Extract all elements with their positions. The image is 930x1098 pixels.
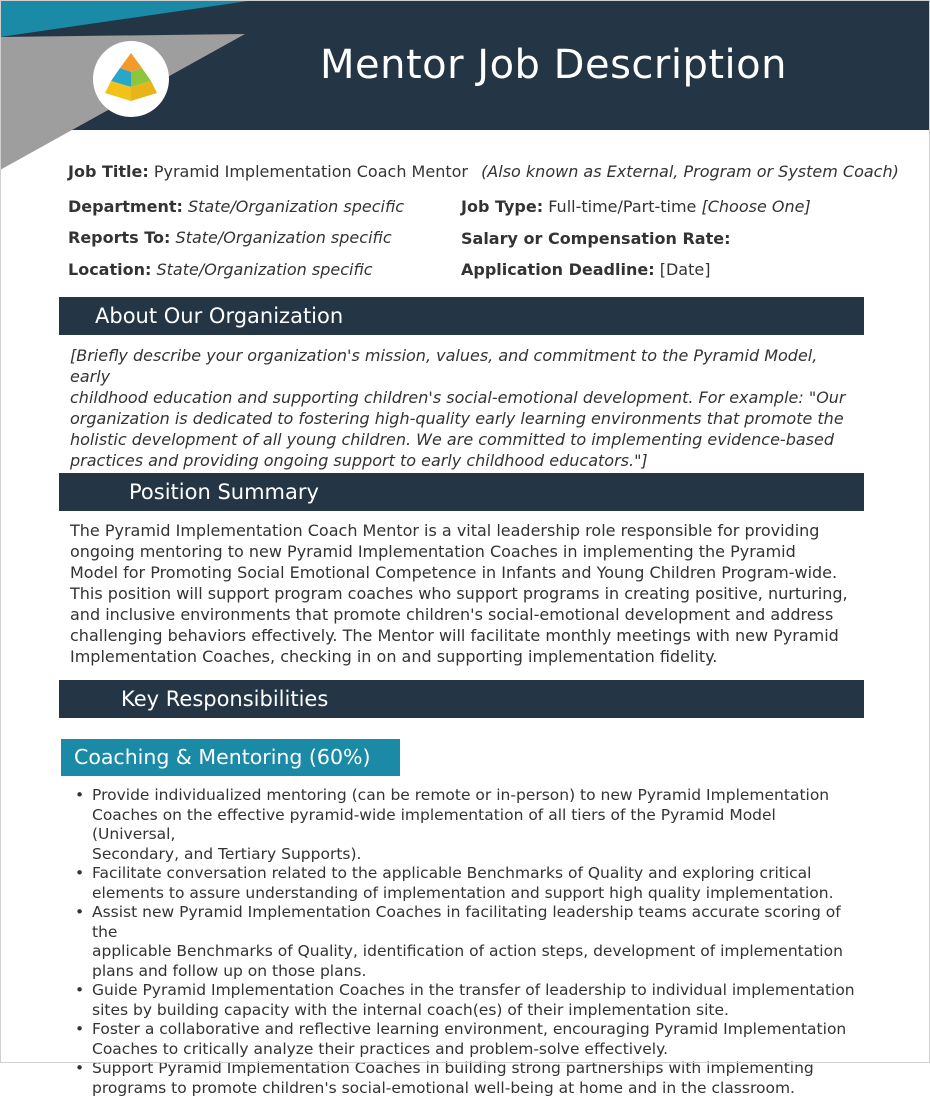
bullet-icon: • bbox=[75, 786, 84, 806]
about-heading: About Our Organization bbox=[59, 297, 864, 335]
summary-line: Implementation Coaches, checking in on and supporting implementation fidelity. bbox=[70, 646, 860, 667]
document-header bbox=[0, 0, 930, 130]
list-item-line: Foster a collaborative and reflective learning environment, encouraging Pyramid Implementation bbox=[92, 1020, 862, 1040]
responsibilities-heading: Key Responsibilities bbox=[59, 680, 864, 718]
reports-to-label: Reports To: bbox=[68, 228, 170, 247]
list-item bbox=[72, 786, 862, 864]
summary-paragraph bbox=[70, 520, 860, 667]
coaching-subheading: Coaching & Mentoring (60%) bbox=[61, 739, 400, 776]
department-label: Department: bbox=[68, 197, 183, 216]
list-item-line: sites by building capacity with the internal coach(es) of their implementation site. bbox=[92, 1001, 862, 1021]
location-field bbox=[68, 260, 373, 279]
list-item-line: Secondary, and Tertiary Supports). bbox=[92, 845, 862, 865]
summary-line: Model for Promoting Social Emotional Competence in Infants and Young Children Program-wide. bbox=[70, 562, 860, 583]
bullet-icon: • bbox=[75, 1059, 84, 1079]
list-item-line: Guide Pyramid Implementation Coaches in the transfer of leadership to individual implementation bbox=[92, 981, 862, 1001]
job-title-field bbox=[68, 162, 899, 181]
job-type-note: [Choose One] bbox=[702, 197, 811, 216]
summary-line: This position will support program coaches who support programs in creating positive, nurturing, bbox=[70, 583, 860, 604]
salary-label: Salary or Compensation Rate: bbox=[461, 229, 730, 248]
list-item bbox=[72, 903, 862, 981]
deadline-label: Application Deadline: bbox=[461, 260, 655, 279]
job-type-field bbox=[461, 197, 811, 216]
summary-line: The Pyramid Implementation Coach Mentor is a vital leadership role responsible for providing bbox=[70, 520, 860, 541]
department-field bbox=[68, 197, 404, 216]
list-item-line: Provide individualized mentoring (can be remote or in-person) to new Pyramid Implementation bbox=[92, 786, 862, 806]
pyramid-logo-icon bbox=[105, 51, 157, 107]
summary-line: ongoing mentoring to new Pyramid Implementation Coaches in implementing the Pyramid bbox=[70, 541, 860, 562]
responsibilities-list bbox=[72, 786, 862, 1098]
bullet-icon: • bbox=[75, 864, 84, 884]
header-gray-wedge bbox=[0, 130, 60, 170]
page-title: Mentor Job Description bbox=[320, 42, 787, 88]
location-value: State/Organization specific bbox=[156, 260, 372, 279]
summary-heading: Position Summary bbox=[59, 473, 864, 511]
reports-to-value: State/Organization specific bbox=[176, 228, 392, 247]
job-title-label: Job Title: bbox=[68, 162, 149, 181]
location-label: Location: bbox=[68, 260, 151, 279]
list-item bbox=[72, 981, 862, 1020]
job-type-value: Full-time/Part-time bbox=[548, 197, 696, 216]
list-item-line: Facilitate conversation related to the applicable Benchmarks of Quality and exploring critical bbox=[92, 864, 862, 884]
list-item-line: Coaches on the effective pyramid-wide implementation of all tiers of the Pyramid Model (Universal, bbox=[92, 806, 862, 845]
list-item-line: Coaches to critically analyze their practices and problem-solve effectively. bbox=[92, 1040, 862, 1060]
salary-field bbox=[461, 229, 730, 248]
list-item-line: Support Pyramid Implementation Coaches in building strong partnerships with implementing bbox=[92, 1059, 862, 1079]
list-item-line: elements to assure understanding of implementation and support high quality implementation. bbox=[92, 884, 862, 904]
logo-badge bbox=[93, 41, 169, 117]
list-item-line: plans and follow up on those plans. bbox=[92, 962, 862, 982]
list-item-line: applicable Benchmarks of Quality, identification of action steps, development of implementation bbox=[92, 942, 862, 962]
job-title-value: Pyramid Implementation Coach Mentor bbox=[154, 162, 468, 181]
list-item-line: programs to promote children's social-emotional well-being at home and in the classroom. bbox=[92, 1079, 862, 1098]
job-title-note: (Also known as External, Program or System Coach) bbox=[481, 162, 899, 181]
reports-to-field bbox=[68, 228, 392, 247]
list-item-line: Assist new Pyramid Implementation Coaches in facilitating leadership teams accurate scoring of the bbox=[92, 903, 862, 942]
job-type-label: Job Type: bbox=[461, 197, 543, 216]
about-paragraph bbox=[70, 345, 860, 471]
deadline-field bbox=[461, 260, 710, 279]
about-line: [Briefly describe your organization's mission, values, and commitment to the Pyramid Model, early bbox=[70, 345, 860, 387]
summary-line: challenging behaviors effectively. The Mentor will facilitate monthly meetings with new Pyramid bbox=[70, 625, 860, 646]
about-line: holistic development of all young children. We are committed to implementing evidence-based bbox=[70, 429, 860, 450]
about-line: organization is dedicated to fostering high-quality early learning environments that promote the bbox=[70, 408, 860, 429]
department-value: State/Organization specific bbox=[188, 197, 404, 216]
bullet-icon: • bbox=[75, 903, 84, 923]
list-item bbox=[72, 864, 862, 903]
bullet-icon: • bbox=[75, 1020, 84, 1040]
list-item bbox=[72, 1020, 862, 1059]
list-item bbox=[72, 1059, 862, 1098]
about-line: childhood education and supporting children's social-emotional development. For example: "Our bbox=[70, 387, 860, 408]
about-line: practices and providing ongoing support to early childhood educators."] bbox=[70, 450, 860, 471]
summary-line: and inclusive environments that promote children's social-emotional development and address bbox=[70, 604, 860, 625]
deadline-value: [Date] bbox=[660, 260, 711, 279]
bullet-icon: • bbox=[75, 981, 84, 1001]
